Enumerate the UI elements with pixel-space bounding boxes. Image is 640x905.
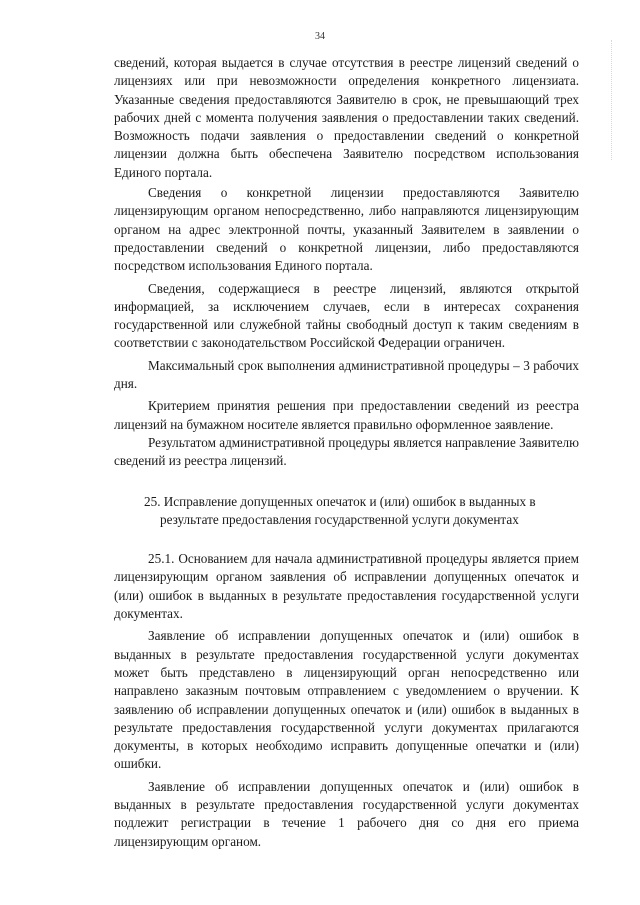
paragraph-max-duration: Максимальный срок выполнения административной процедуры – 3 рабочих дня. [114,357,579,392]
section-heading-line2: результате предоставления государственной услуги документах [160,511,519,527]
paragraph-continuation: сведений, которая выдается в случае отсутствия в реестре лицензий сведений о лицензиях или при невозможности определения конкретного лицензиата. Указанные сведения предоставляются Заявителю в срок, не превышающий трех рабочих дней с момента получения заявления о предоставлении таких сведений. Возможность подачи заявления о предоставлении сведений о конкретной лицензии должна быть обеспечена Заявителю посредством использования Единого портала. [114,55,579,180]
paragraph-correction-request: Заявление об исправлении допущенных опечаток и (или) ошибок в выданных в результате предоставления государственной услуги документах может быть представлено в лицензирующий орган непосредственно или направлено заказным почтовым отправлением с уведомлением о вручении. К заявлению об исправлении допущенных опечаток и (или) ошибок в выданных в результате предоставления государственной услуги документах прилагаются документы, в которых необходимо исправить допущенные опечатки и (или) ошибки. [114,628,579,772]
document-body [114,54,579,851]
scan-margin-marks [607,40,612,160]
paragraph-decision-criterion: Критерием принятия решения при предоставлении сведений из реестра лицензий на бумажном носителе является правильно оформленное заявление. [114,398,579,432]
paragraph-procedure-result: Результатом административной процедуры является направление Заявителю сведений из реестра лицензий. [114,434,579,469]
section-heading [114,493,579,530]
page-number: 34 [315,31,325,42]
paragraph-25-1: 25.1. Основанием для начала административной процедуры является прием лицензирующим органом заявления об исправлении допущенных опечаток и (или) ошибок в выданных в результате предоставления государственной услуги документах. [114,551,579,622]
paragraph-registration: Заявление об исправлении допущенных опечаток и (или) ошибок в выданных в результате предоставления государственной услуги документах подлежит регистрации в течение 1 рабочего дня со дня его приема лицензирующим органом. [114,778,579,849]
paragraph-license-info-delivery: Сведения о конкретной лицензии предоставляются Заявителю лицензирующим органом непосредственно, либо направляются лицензирующим органом на адрес электронной почты, указанный Заявителем в заявлении о предоставлении сведений о конкретной лицензии, либо предоставляются посредством использования Единого портала. [114,185,579,274]
paragraph-registry-open-info: Сведения, содержащиеся в реестре лицензий, являются открытой информацией, за исключением случаев, если в интересах сохранения государственной или служебной тайны свободный доступ к таким сведениям в соответствии с законодательством Российской Федерации ограничен. [114,280,579,351]
section-heading-line1: 25. Исправление допущенных опечаток и (или) ошибок в выданных в [144,493,536,509]
